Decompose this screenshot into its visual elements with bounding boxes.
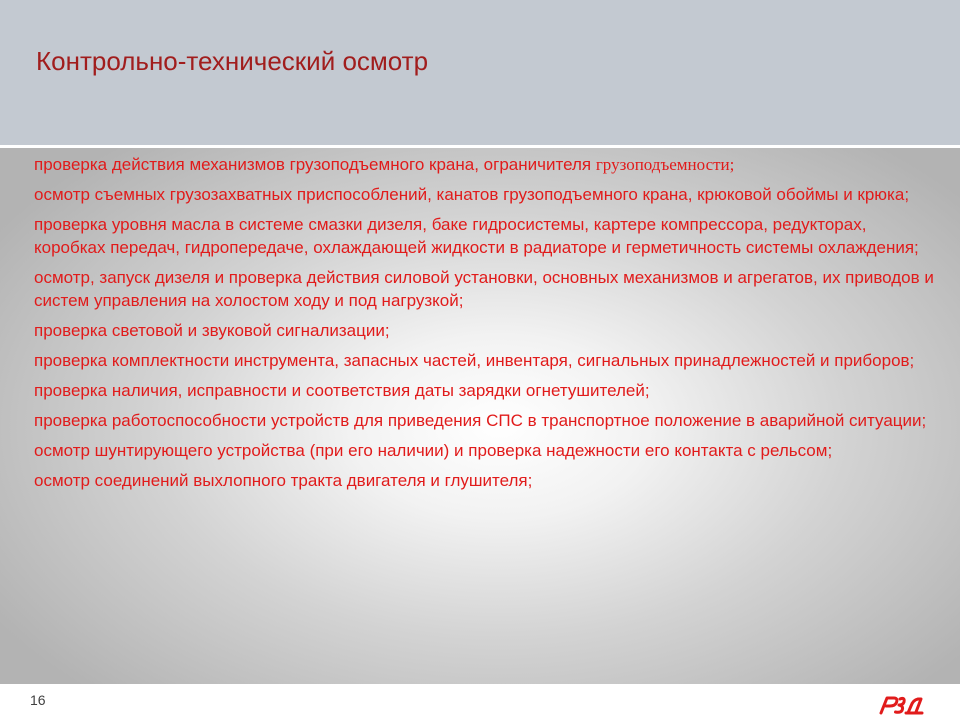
list-item: проверка уровня масла в системе смазки дизеля, баке гидросистемы, картере компрессора, редукторах, коробках передач, гидропередаче, охлаждающей жидкости в радиаторе и герметичность системы охлаждения; [34, 215, 919, 257]
slide-title: Контрольно-технический осмотр [36, 46, 429, 76]
list-item: проверка световой и звуковой сигнализации; [34, 321, 390, 340]
list-item: проверка комплектности инструмента, запасных частей, инвентаря, сигнальных принадлежностей и приборов; [34, 351, 915, 370]
list-item: проверка наличия, исправности и соответствия даты зарядки огнетушителей; [34, 381, 650, 400]
list-item-text: проверка действия механизмов грузоподъемного крана, ограничителя [34, 155, 596, 174]
content-area [0, 148, 960, 684]
list-item [34, 153, 934, 176]
footer [0, 684, 960, 720]
list-item-text-serif: грузоподъемности; [595, 155, 735, 174]
list-item: осмотр съемных грузозахватных приспособлений, канатов грузоподъемного крана, крюковой обоймы и крюка; [34, 185, 910, 204]
header-band [0, 0, 960, 145]
list-item: осмотр, запуск дизеля и проверка действия силовой установки, основных механизмов и агрегатов, их приводов и систем управления на холостом ходу и под нагрузкой; [34, 268, 934, 310]
list-item: проверка работоспособности устройств для приведения СПС в транспортное положение в аварийной ситуации; [34, 411, 927, 430]
rzd-logo-icon [878, 692, 924, 716]
bullet-list [34, 153, 934, 499]
list-item: осмотр соединений выхлопного тракта двигателя и глушителя; [34, 471, 533, 490]
page-number: 16 [30, 692, 46, 708]
list-item: осмотр шунтирующего устройства (при его наличии) и проверка надежности его контакта с рельсом; [34, 441, 833, 460]
